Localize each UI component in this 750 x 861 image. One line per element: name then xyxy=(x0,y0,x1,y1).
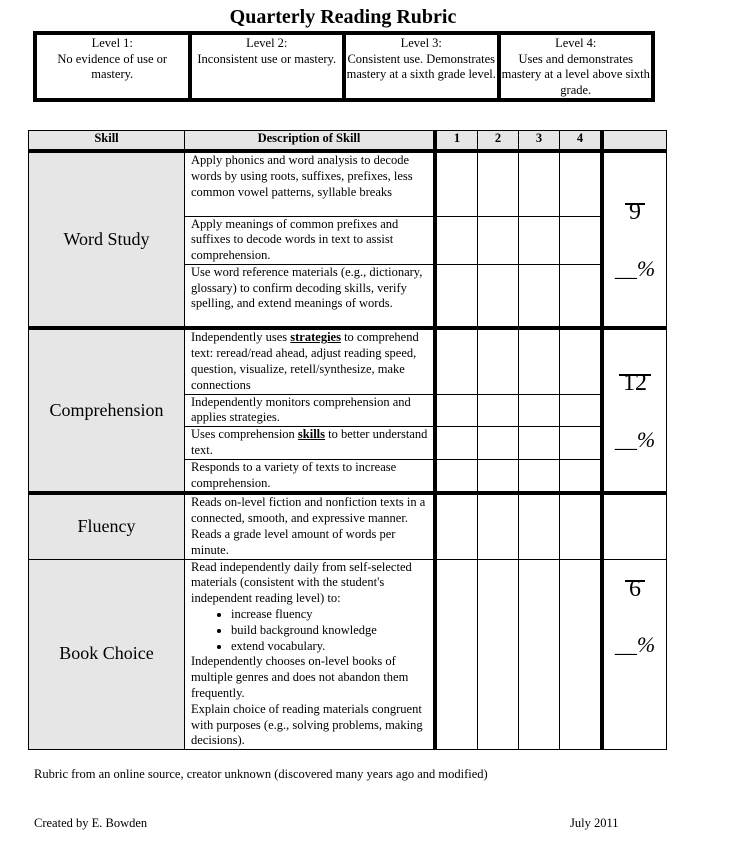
score-cell-1[interactable] xyxy=(435,328,478,394)
levels-key xyxy=(33,31,655,102)
description xyxy=(185,427,436,460)
text: Explain choice of reading materials congruent with purposes (e.g., solving problems, making decisions). xyxy=(191,701,423,748)
text: Independently chooses on-level books of multiple genres and does not abandon them frequently. xyxy=(191,654,409,700)
text: Read independently daily from self-selected materials (consistent with the student's independent reading level) to: xyxy=(191,559,412,606)
table-row xyxy=(29,493,667,559)
skill-book-choice: Book Choice xyxy=(29,559,185,750)
level-name: Level 2: xyxy=(246,36,288,50)
score-cell-1[interactable] xyxy=(435,264,478,328)
level-4 xyxy=(501,35,652,98)
emphasis: strategies xyxy=(290,330,341,345)
description: Independently monitors comprehension and applies strategies. xyxy=(185,394,436,427)
score-cell-4[interactable] xyxy=(560,427,603,460)
level-desc: Uses and demonstrates mastery at a level above sixth grade. xyxy=(501,51,650,97)
level-desc: Inconsistent use or mastery. xyxy=(197,51,337,66)
date: July 2011 xyxy=(570,816,619,830)
score-cell-1[interactable] xyxy=(435,151,478,216)
word-study-total[interactable] xyxy=(602,151,667,328)
score-cell-4[interactable] xyxy=(560,459,603,493)
col-2-header: 2 xyxy=(478,131,519,152)
score-cell-4[interactable] xyxy=(560,493,603,559)
rubric-table xyxy=(28,130,667,750)
text: Uses comprehension xyxy=(191,427,298,442)
score-cell-3[interactable] xyxy=(519,493,560,559)
score-cell-2[interactable] xyxy=(478,264,519,328)
level-desc: No evidence of use or mastery. xyxy=(57,51,168,81)
emphasis: skills xyxy=(297,427,326,442)
score-cell-2[interactable] xyxy=(478,427,519,460)
percent-blank: __ % xyxy=(604,261,666,277)
percent-blank: __ % xyxy=(604,432,666,448)
page-title: Quarterly Reading Rubric xyxy=(229,6,457,28)
level-3 xyxy=(346,35,497,98)
score-cell-4[interactable] xyxy=(560,264,603,328)
table-row xyxy=(29,328,667,394)
description: Reads on-level fiction and nonfiction texts in a connected, smooth, and expressive manner. Reads a grade level amount of words per minute. xyxy=(185,493,436,559)
header-row xyxy=(29,131,667,152)
score-cell-3[interactable] xyxy=(519,559,560,750)
bullet-list xyxy=(191,607,429,654)
level-2 xyxy=(192,35,343,98)
level-name: Level 4: xyxy=(555,36,597,50)
score-cell-3[interactable] xyxy=(519,216,560,264)
score-cell-1[interactable] xyxy=(435,559,478,750)
description-header: Description of Skill xyxy=(185,131,436,152)
score-cell-1[interactable] xyxy=(435,427,478,460)
total-points: 6 xyxy=(625,580,645,598)
col-3-header: 3 xyxy=(519,131,560,152)
total-points: 12 xyxy=(619,374,651,392)
percent-blank: __ % xyxy=(604,637,666,653)
level-1 xyxy=(37,35,188,98)
skill-fluency: Fluency xyxy=(29,493,185,559)
level-name: Level 3: xyxy=(400,36,442,50)
score-cell-1[interactable] xyxy=(435,216,478,264)
score-cell-3[interactable] xyxy=(519,151,560,216)
score-header xyxy=(602,131,667,152)
score-cell-3[interactable] xyxy=(519,459,560,493)
score-cell-2[interactable] xyxy=(478,559,519,750)
score-cell-2[interactable] xyxy=(478,151,519,216)
score-cell-3[interactable] xyxy=(519,264,560,328)
score-cell-1[interactable] xyxy=(435,394,478,427)
col-1-header: 1 xyxy=(435,131,478,152)
bullet: • increase fluency xyxy=(231,607,429,623)
description: Responds to a variety of texts to increase comprehension. xyxy=(185,459,436,493)
book-choice-total[interactable] xyxy=(602,559,667,750)
bullet: • extend vocabulary. xyxy=(231,639,429,655)
table-row xyxy=(29,559,667,750)
level-name: Level 1: xyxy=(91,36,133,50)
score-cell-3[interactable] xyxy=(519,328,560,394)
score-cell-4[interactable] xyxy=(560,216,603,264)
score-cell-2[interactable] xyxy=(478,459,519,493)
score-cell-4[interactable] xyxy=(560,151,603,216)
score-cell-3[interactable] xyxy=(519,394,560,427)
col-4-header: 4 xyxy=(560,131,603,152)
score-cell-4[interactable] xyxy=(560,559,603,750)
skill-header: Skill xyxy=(29,131,185,152)
fluency-total[interactable] xyxy=(602,493,667,559)
score-cell-2[interactable] xyxy=(478,216,519,264)
comprehension-total[interactable] xyxy=(602,328,667,493)
text: to comprehend text: reread/read ahead, adjust reading speed, question, visualize, retell/synthesize, make connections xyxy=(191,330,419,392)
source-note: Rubric from an online source, creator unknown (discovered many years ago and modified) xyxy=(34,767,488,781)
text: Independently uses xyxy=(191,330,291,345)
score-cell-1[interactable] xyxy=(435,459,478,493)
text: to better understand text. xyxy=(191,427,428,457)
level-desc: Consistent use. Demonstrates mastery at a sixth grade level. xyxy=(346,51,496,81)
description: Apply meanings of common prefixes and suffixes to decode words in text to assist comprehension. xyxy=(185,216,436,264)
score-cell-3[interactable] xyxy=(519,427,560,460)
author: Created by E. Bowden xyxy=(34,816,148,830)
description xyxy=(185,328,436,394)
table-row xyxy=(29,151,667,216)
description xyxy=(185,559,436,750)
score-cell-1[interactable] xyxy=(435,493,478,559)
skill-word-study: Word Study xyxy=(29,151,185,328)
bullet: • build background knowledge xyxy=(231,623,429,639)
score-cell-2[interactable] xyxy=(478,493,519,559)
total-points: 9 xyxy=(625,203,645,221)
skill-comprehension: Comprehension xyxy=(29,328,185,493)
score-cell-4[interactable] xyxy=(560,394,603,427)
score-cell-4[interactable] xyxy=(560,328,603,394)
score-cell-2[interactable] xyxy=(478,328,519,394)
description: Use word reference materials (e.g., dictionary, glossary) to confirm decoding skills, verify spelling, and extend meanings of words. xyxy=(185,264,436,328)
description: Apply phonics and word analysis to decode words by using roots, suffixes, prefixes, less common vowel patterns, syllable breaks xyxy=(185,151,436,216)
score-cell-2[interactable] xyxy=(478,394,519,427)
